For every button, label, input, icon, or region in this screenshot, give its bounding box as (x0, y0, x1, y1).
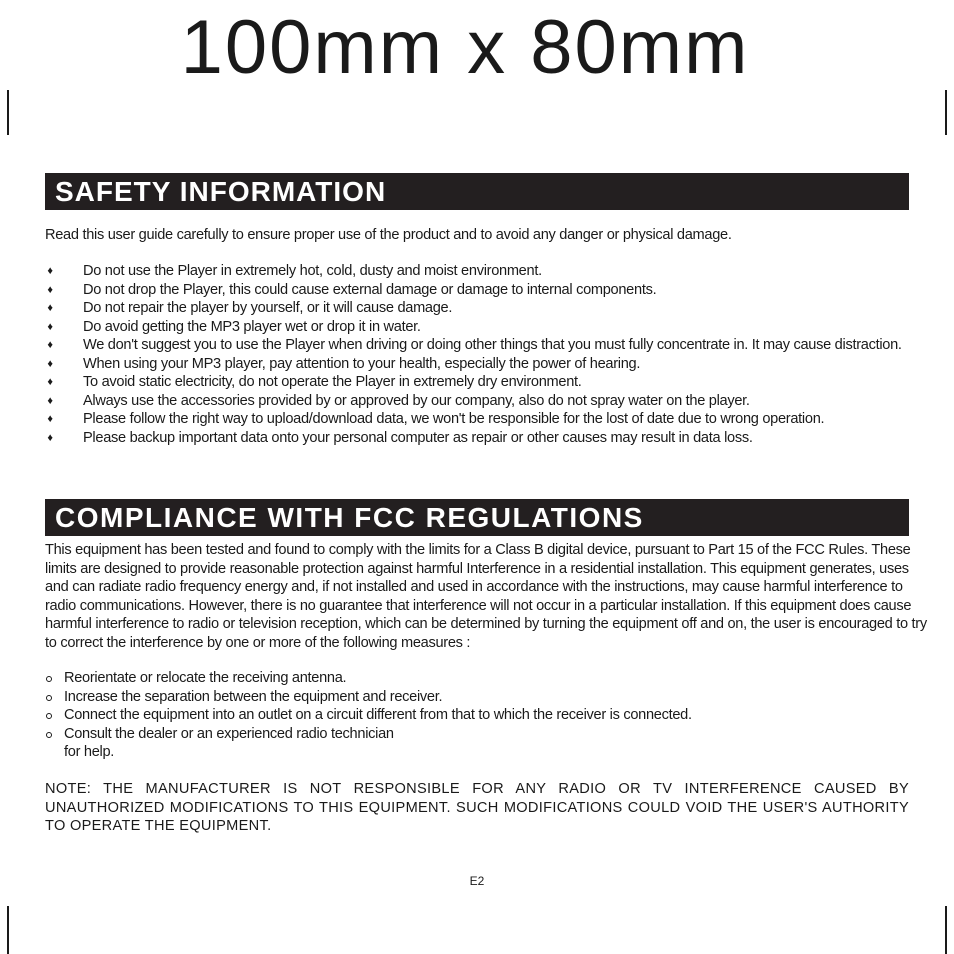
safety-item-text: Always use the accessories provided by or approved by our company, also do not spray water on the player. (83, 392, 750, 409)
safety-heading: SAFETY INFORMATION (45, 173, 909, 210)
fcc-measure-item (45, 669, 925, 688)
circle-bullet-icon (46, 676, 52, 682)
safety-item-text: When using your MP3 player, pay attention to your health, especially the power of hearing. (83, 355, 641, 372)
safety-item (45, 262, 909, 281)
fcc-measure-text: Increase the separation between the equipment and receiver. (64, 688, 443, 705)
fcc-measure-item (45, 706, 925, 725)
fcc-measure-text: Connect the equipment into an outlet on a circuit different from that to which the receiver is connected. (64, 707, 692, 723)
circle-bullet-icon (46, 732, 52, 738)
safety-item-text: Do not drop the Player, this could cause external damage or damage to internal components. (83, 281, 657, 298)
safety-item (45, 336, 909, 355)
diamond-bullet-icon: ♦ (47, 376, 53, 388)
fcc-measure-continuation: for help. (64, 744, 115, 760)
safety-item-text: Do not repair the player by yourself, or it will cause damage. (83, 300, 453, 316)
fcc-heading: COMPLIANCE WITH FCC REGULATIONS (45, 499, 909, 536)
crop-mark-top-left (7, 90, 9, 135)
safety-item (45, 281, 909, 300)
safety-item (45, 410, 909, 429)
diamond-bullet-icon: ♦ (47, 394, 53, 407)
safety-item-text: Do not use the Player in extremely hot, cold, dusty and moist environment. (83, 263, 542, 279)
safety-item (45, 355, 909, 374)
diamond-bullet-icon: ♦ (47, 357, 53, 370)
safety-list (45, 262, 909, 447)
safety-item (45, 392, 909, 411)
fcc-measure-text: Reorientate or relocate the receiving antenna. (64, 670, 347, 686)
page-number: E2 (469, 874, 485, 888)
crop-mark-bottom-left (7, 906, 9, 954)
diamond-bullet-icon: ♦ (47, 339, 53, 351)
circle-bullet-icon (46, 695, 52, 701)
safety-item (45, 429, 909, 448)
safety-item-text: Please backup important data onto your personal computer as repair or other causes may result in data loss. (83, 429, 753, 446)
diamond-bullet-icon: ♦ (47, 431, 53, 444)
safety-item (45, 299, 909, 318)
fcc-measure-item (45, 688, 925, 707)
diamond-bullet-icon: ♦ (47, 283, 53, 296)
fcc-paragraph: This equipment has been tested and found to comply with the limits for a Class B digital device, pursuant to Part 15 of the FCC Rules. These limits are designed to provide reasonable protection against harmful Interference in a residential installation. This equipment generates, uses and can radiate radio frequency energy and, if not installed and used in accordance with the instructions, may cause harmful interference to radio communications. However, there is no guarantee that interference will not occur in a particular installation. If this equipment does cause harmful interference to radio or television reception, which can be determined by turning the equipment off and on, the user is encouraged to try to correct the interference by one or more of the following measures : (45, 542, 927, 651)
fcc-measures-list (45, 669, 925, 762)
crop-mark-top-right (945, 90, 947, 135)
safety-intro: Read this user guide carefully to ensure proper use of the product and to avoid any danger or physical damage. (45, 227, 732, 243)
dimension-title: 100mm x 80mm (180, 5, 750, 90)
diamond-bullet-icon: ♦ (47, 302, 53, 314)
diamond-bullet-icon: ♦ (47, 265, 53, 277)
safety-item (45, 318, 909, 337)
safety-item (45, 373, 909, 392)
crop-mark-bottom-right (945, 906, 947, 954)
safety-item-text: Do avoid getting the MP3 player wet or drop it in water. (83, 318, 421, 335)
diamond-bullet-icon: ♦ (47, 413, 53, 425)
fcc-note: NOTE: THE MANUFACTURER IS NOT RESPONSIBLE FOR ANY RADIO OR TV INTERFERENCE CAUSED BY UNAUTHORIZED MODIFICATIONS TO THIS EQUIPMENT. SUCH MODIFICATIONS COULD VOID THE USER'S AUTHORITY TO OPERATE THE EQUIPMENT. (45, 781, 909, 834)
diamond-bullet-icon: ♦ (47, 320, 53, 333)
safety-item-text: To avoid static electricity, do not operate the Player in extremely dry environment. (83, 374, 582, 390)
circle-bullet-icon (46, 713, 52, 719)
fcc-measure-text: Consult the dealer or an experienced radio technician (64, 725, 394, 742)
safety-item-text: We don't suggest you to use the Player when driving or doing other things that you must fully concentrate in. It may cause distraction. (83, 337, 902, 353)
safety-item-text: Please follow the right way to upload/download data, we won't be responsible for the lost of date due to wrong operation. (83, 411, 825, 427)
fcc-measure-item (45, 725, 925, 762)
